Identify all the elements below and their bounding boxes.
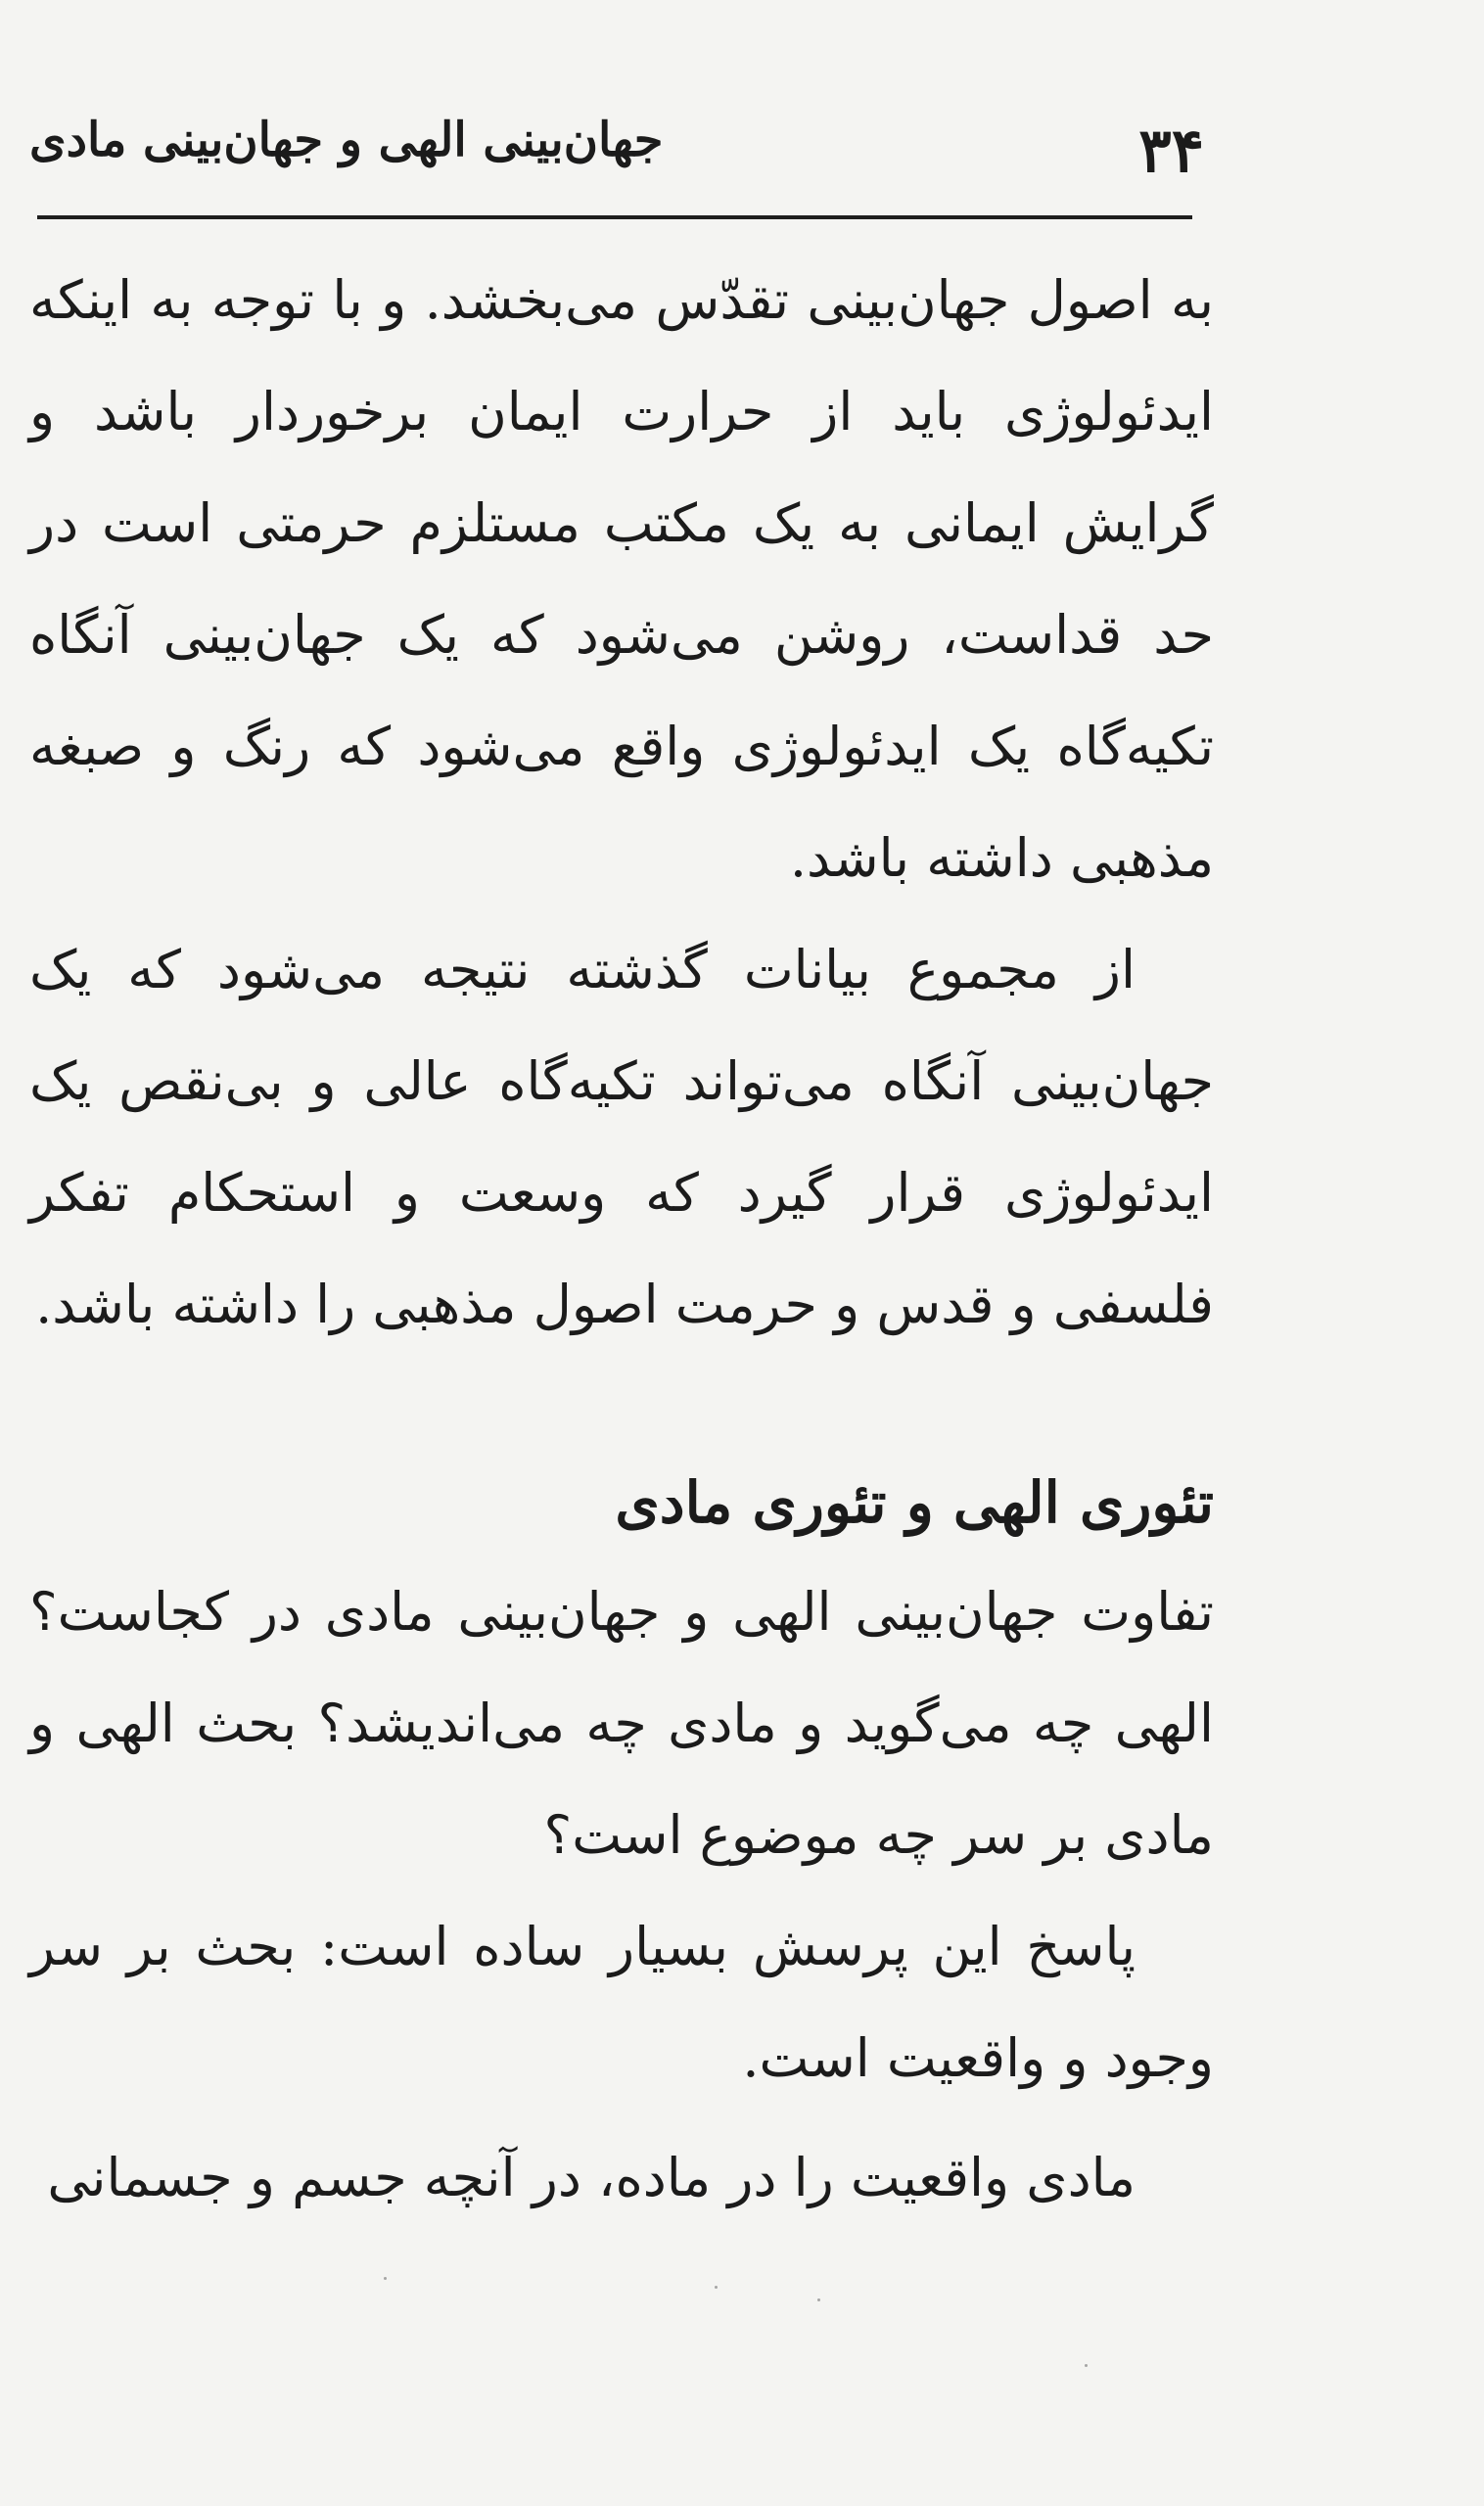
page-header xyxy=(29,93,1214,201)
page-number: ۳۴ xyxy=(1138,115,1204,186)
header-rule xyxy=(37,215,1192,219)
cutoff-line: مادی واقعیت را در ماده، در آنچه جسم و جسمانی xyxy=(47,2147,1136,2208)
page-body xyxy=(29,245,1214,2114)
answer-paragraph: پاسخ این پرسش بسیار ساده است: بحث بر سر وجود و واقعیت است. xyxy=(29,1916,1214,2089)
paper-speck xyxy=(384,2277,387,2280)
paper-speck xyxy=(1085,2364,1088,2367)
section-heading: تئوری الهی و تئوری مادی xyxy=(615,1469,1214,1536)
paragraph-1: به اصول جهان‌بینی تقدّس می‌بخشد. و با توجه به اینکه ایدئولوژی باید از حرارت ایمان برخوردار باشد و گرایش ایمانی به یک مکتب مستلزم حرمتی است در حد قداست، روشن می‌شود که یک جهان‌بینی آنگاه تکیه‌گاه یک ایدئولوژی واقع می‌شود که رنگ و صبغه مذهبی داشته باشد. xyxy=(29,269,1214,889)
running-title: جهان‌بینی الهی و جهان‌بینی مادی xyxy=(29,113,664,167)
paper-speck xyxy=(817,2298,820,2301)
paper-speck xyxy=(715,2286,718,2289)
question-paragraph: تفاوت جهان‌بینی الهی و جهان‌بینی مادی در کجاست؟ الهی چه می‌گوید و مادی چه می‌اندیشد؟ بحث الهی و مادی بر سر چه موضوع است؟ xyxy=(29,1581,1214,1866)
paragraph-2: از مجموع بیانات گذشته نتیجه می‌شود که یک جهان‌بینی آنگاه می‌تواند تکیه‌گاه عالی و بی‌نقص یک ایدئولوژی قرار گیرد که وسعت و استحکام تفکر فلسفی و قدس و حرمت اصول مذهبی را داشته باشد. xyxy=(29,939,1215,1335)
